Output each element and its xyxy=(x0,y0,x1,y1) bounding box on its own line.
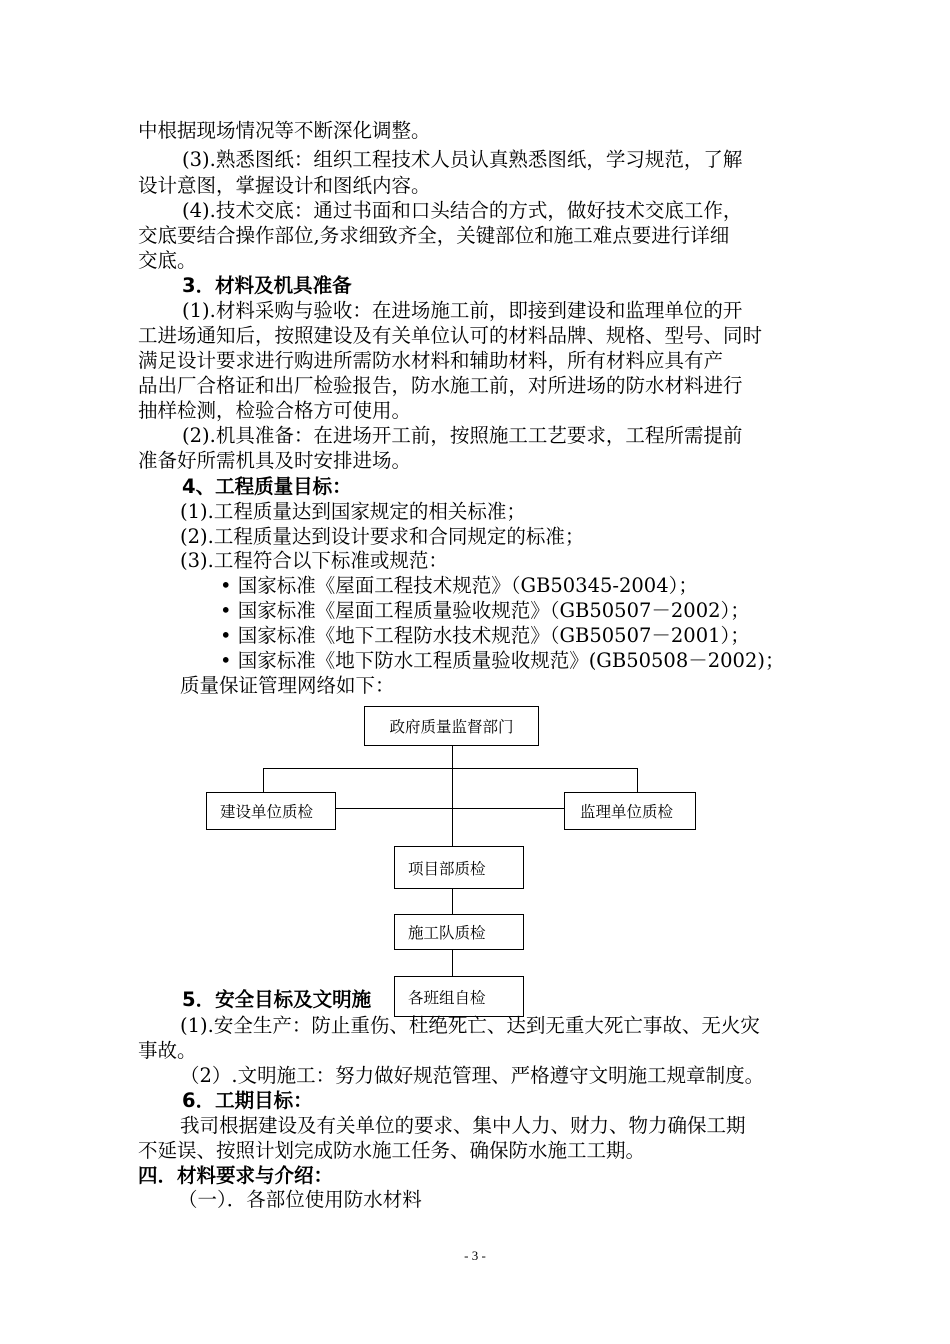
paragraph-line: 中根据现场情况等不断深化调整。 xyxy=(138,119,431,142)
paragraph-line: 设计意图，掌握设计和图纸内容。 xyxy=(138,174,431,197)
connector-line xyxy=(263,768,638,769)
section-heading: 6．工期目标： xyxy=(182,1089,313,1112)
paragraph-line: 我司根据建设及有关单位的要求、集中人力、财力、物力确保工期 xyxy=(180,1114,746,1137)
connector-line xyxy=(637,768,638,792)
connector-line xyxy=(335,808,565,809)
paragraph-line: 品出厂合格证和出厂检验报告，防水施工前，对所进场的防水材料进行 xyxy=(138,374,743,397)
chart-box-team: 施工队质检 xyxy=(394,914,524,950)
paragraph-line: （2）.文明施工：努力做好规范管理、严格遵守文明施工规章制度。 xyxy=(180,1064,765,1087)
sub-heading: （一）．各部位使用防水材料 xyxy=(178,1188,422,1211)
paragraph-line: 质量保证管理网络如下： xyxy=(180,674,395,697)
standard-item: • 国家标准《地下防水工程质量验收规范》(GB50508－2002)； xyxy=(220,649,785,672)
paragraph-line: 交底。 xyxy=(138,249,197,272)
paragraph-line: (1).材料采购与验收：在进场施工前，即接到建设和监理单位的开 xyxy=(182,299,743,322)
paragraph-line: (2).机具准备：在进场开工前，按照施工工艺要求，工程所需提前 xyxy=(182,424,743,447)
paragraph-line: (1).工程质量达到国家规定的相关标准； xyxy=(180,500,526,523)
section-heading: 3．材料及机具准备 xyxy=(182,274,352,297)
paragraph-line: 工进场通知后，按照建设及有关单位认可的材料品牌、规格、型号、同时 xyxy=(138,324,763,347)
chart-box-project: 项目部质检 xyxy=(394,846,524,889)
paragraph-line: 准备好所需机具及时安排进场。 xyxy=(138,449,412,472)
paragraph-line: (1).安全生产：防止重伤、杜绝死亡、达到无重大死亡事故、无火灾 xyxy=(180,1014,760,1037)
standard-item: • 国家标准《地下工程防水技术规范》（GB50507－2001）； xyxy=(220,624,750,647)
paragraph-line: (2).工程质量达到设计要求和合同规定的标准； xyxy=(180,525,585,548)
connector-line xyxy=(263,768,264,792)
paragraph-line: 交底要结合操作部位,务求细致齐全，关键部位和施工难点要进行详细 xyxy=(138,224,730,247)
paragraph-line: (4).技术交底：通过书面和口头结合的方式，做好技术交底工作， xyxy=(182,199,743,222)
paragraph-line: (3).工程符合以下标准或规范： xyxy=(180,549,448,572)
paragraph-line: (3).熟悉图纸：组织工程技术人员认真熟悉图纸，学习规范，了解 xyxy=(182,148,743,171)
paragraph-line: 抽样检测，检验合格方可使用。 xyxy=(138,399,412,422)
chart-box-group: 各班组自检 xyxy=(394,976,524,1017)
standard-item: • 国家标准《屋面工程质量验收规范》（GB50507－2002）； xyxy=(220,599,750,622)
chart-box-build: 建设单位质检 xyxy=(206,792,336,830)
chart-box-gov: 政府质量监督部门 xyxy=(364,706,539,746)
paragraph-line: 事故。 xyxy=(138,1039,197,1062)
paragraph-line: 满足设计要求进行购进所需防水材料和辅助材料，所有材料应具有产 xyxy=(138,349,724,372)
chart-box-supervise: 监理单位质检 xyxy=(564,792,696,830)
standard-item: • 国家标准《屋面工程技术规范》（GB50345-2004）； xyxy=(220,574,698,597)
section-heading: 4、工程质量目标： xyxy=(182,475,352,498)
connector-line xyxy=(452,745,453,769)
section-heading: 5．安全目标及文明施 xyxy=(182,988,372,1011)
paragraph-line: 不延误、按照计划完成防水施工任务、确保防水施工工期。 xyxy=(138,1139,646,1162)
page-number: - 3 - xyxy=(464,1248,486,1263)
chapter-heading: 四．材料要求与介绍： xyxy=(138,1164,334,1187)
